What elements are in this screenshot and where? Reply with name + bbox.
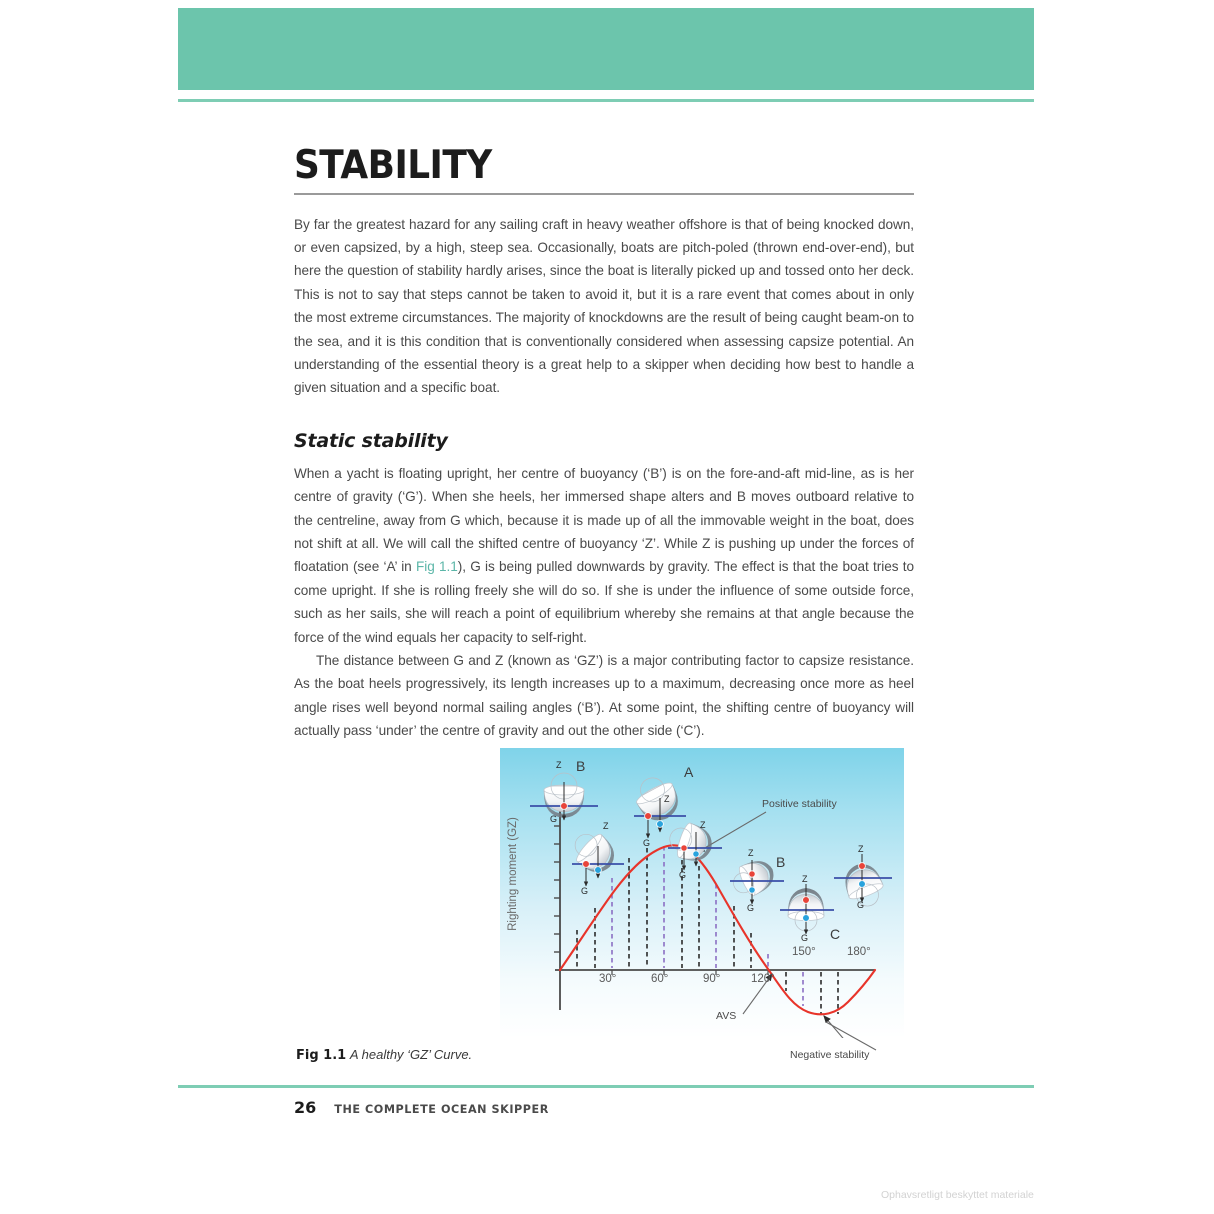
- buoyancy-letter: Z: [858, 844, 864, 854]
- centre-of-gravity-dot: [749, 871, 755, 877]
- footer-book-title: THE COMPLETE OCEAN SKIPPER: [334, 1103, 549, 1116]
- centre-of-buoyancy-dot: [859, 881, 866, 888]
- centre-of-gravity-dot: [645, 813, 652, 820]
- buoyancy-letter: Z: [664, 794, 670, 804]
- gz-curve-line: [560, 845, 875, 1014]
- centre-of-gravity-dot: [583, 861, 590, 868]
- gravity-letter: G: [747, 903, 755, 913]
- buoyancy-letter: Z: [603, 821, 609, 831]
- paragraph-part-one: When a yacht is floating upright, her centre of buoyancy (‘B’) is on the fore-and-aft mid-line, as is her centre of gravity (‘G’). When she heels, her immersed shape alters and B moves outboard relative to the centreline, away from G which, because it is made up of all the immovable weight in the boat, does not shift at all. We will call the shifted centre of buoyancy ‘Z’. While Z is pushing up under the forces of floatation (see ‘A’ in: [294, 465, 914, 575]
- gravity-letter: G: [550, 814, 558, 824]
- figure-caption-text: A healthy ‘GZ’ Curve.: [349, 1047, 473, 1062]
- avs-label: AVS: [716, 1010, 737, 1022]
- gravity-letter: G: [643, 838, 651, 848]
- gz-distance-paragraph: The distance between G and Z (known as ‘GZ’) is a major contributing factor to capsize resistance. As the boat heels progressively, its length increases up to a maximum, decreasing once more as heel angle rises well beyond normal sailing angles (‘B’). At some point, the shifting centre of buoyancy will actually pass ‘under’ the centre of gravity and out the other side (‘C’).: [294, 653, 914, 739]
- gz-curve-chart: [500, 748, 904, 1038]
- centre-of-buoyancy-dot: [693, 851, 699, 857]
- gravity-letter: G: [801, 933, 809, 943]
- header-rule: [178, 99, 1034, 102]
- page-footer: [294, 1098, 549, 1117]
- figure-cross-reference[interactable]: Fig 1.1: [415, 559, 458, 575]
- centre-of-gravity-dot: [859, 863, 866, 870]
- figure-caption-number: Fig 1.1: [296, 1048, 347, 1063]
- page-title: STABILITY: [294, 143, 492, 188]
- centre-of-gravity-dot: [681, 845, 687, 851]
- buoyancy-letter: Z: [556, 760, 562, 770]
- buoyancy-letter: Z: [748, 848, 754, 858]
- static-stability-paragraph: [294, 462, 914, 649]
- centre-of-gravity-dot: [561, 803, 568, 810]
- figure-gz-curve: [500, 748, 904, 1038]
- centre-of-gravity-dot: [803, 897, 810, 904]
- gravity-letter: G: [679, 870, 687, 880]
- intro-paragraph: By far the greatest hazard for any sailing craft in heavy weather offshore is that of being knocked down, or even capsized, by a high, steep sea. Occasionally, boats are pitch-poled (thrown end-over-end), but here the question of stability hardly arises, since the boat is literally picked up and tossed onto her deck. This is not to say that steps cannot be taken to avoid it, but it is a rare event that comes about in only the most extreme circumstances. The majority of knockdowns are the result of being caught beam-on to the sea, and it is this condition that is conventionally considered when assessing capsize potential. An understanding of the essential theory is a great help to a skipper when deciding how best to handle a given situation and a specific boat.: [294, 216, 914, 396]
- centre-of-buoyancy-dot: [749, 887, 755, 893]
- boat-label-c: C: [830, 926, 841, 942]
- boat-label-a: A: [684, 764, 694, 780]
- boat-label-b-upright: B: [576, 758, 586, 774]
- positive-stability-label: Positive stability: [762, 798, 837, 810]
- centre-of-buoyancy-dot: [803, 915, 810, 922]
- title-rule: [294, 193, 914, 195]
- copyright-notice: Ophavsretligt beskyttet materiale: [881, 1189, 1034, 1201]
- boat-heeled-70: [665, 819, 717, 867]
- paragraph-part-two: ), G is being pulled downwards by gravity. The effect is that the boat tries to come upright. If she is rolling freely she will do so. If she is under the influence of some outside force, such as her sails, she will reach a point of equilibrium whereby she remains at that angle because the force of the wind equals her capacity to self-right.: [294, 559, 914, 645]
- x-tick-180: 180°: [847, 946, 871, 958]
- boat-upright-b: [530, 773, 598, 820]
- centre-of-buoyancy-dot: [657, 821, 664, 828]
- boat-label-b-heeled: B: [776, 854, 786, 870]
- gravity-letter: G: [581, 886, 589, 896]
- x-tick-150: 150°: [792, 946, 816, 958]
- buoyancy-letter: Z: [802, 874, 808, 884]
- x-tick-60: 60°: [651, 973, 669, 985]
- x-tick-90: 90°: [703, 973, 721, 985]
- y-axis-ticks: [554, 808, 560, 952]
- y-axis-label: Righting moment (GZ): [507, 817, 519, 931]
- x-tick-30: 30°: [599, 973, 617, 985]
- article-content: [294, 143, 914, 743]
- x-tick-120: 120°: [751, 973, 775, 985]
- gravity-letter: G: [857, 900, 865, 910]
- negative-stability-label: Negative stability: [790, 1049, 870, 1061]
- boat-heeled-b-110: [728, 855, 780, 902]
- centre-of-buoyancy-dot: [595, 867, 602, 874]
- buoyancy-letter: Z: [700, 820, 706, 830]
- subheading-static-stability: Static stability: [294, 429, 448, 452]
- header-band: [178, 8, 1034, 90]
- footer-page-number: 26: [294, 1098, 317, 1117]
- boat-heeled-a: [629, 770, 685, 828]
- figure-caption: [296, 1047, 472, 1063]
- negative-stability-leader-line: [820, 1020, 880, 1052]
- boat-heeled-45: [566, 825, 622, 881]
- footer-rule: [178, 1085, 1034, 1088]
